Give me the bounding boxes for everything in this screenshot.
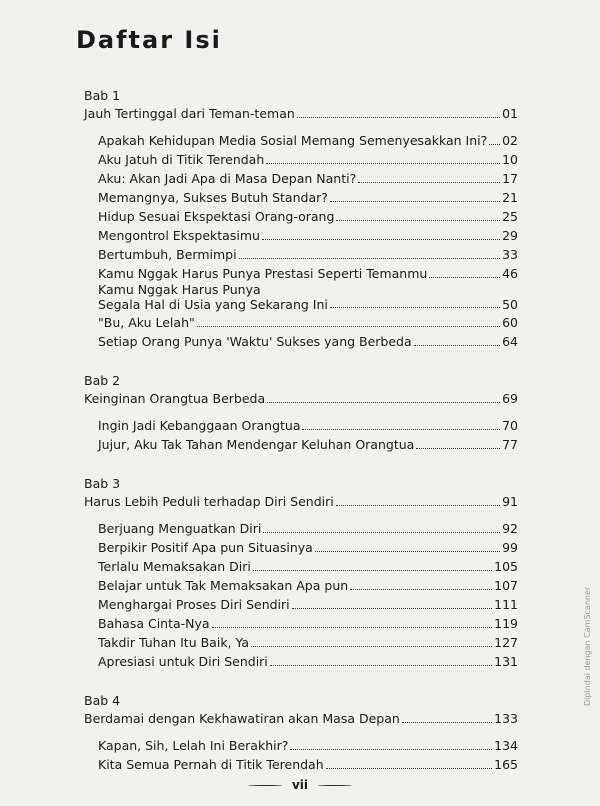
entry-title: Berpikir Positif Apa pun Situasinya — [98, 540, 313, 555]
toc-entry — [98, 755, 518, 774]
page-number: 01 — [502, 106, 518, 121]
entry-title: Memangnya, Sukses Butuh Standar? — [98, 190, 328, 205]
toc-entry — [98, 313, 518, 332]
entry-title-line2: Segala Hal di Usia yang Sekarang Ini — [98, 297, 328, 312]
entry-title: Apakah Kehidupan Media Sosial Memang Semenyesakkan Ini? — [98, 133, 488, 148]
dot-leader — [253, 570, 492, 571]
dot-leader — [429, 277, 500, 278]
entry-title: Menghargai Proses Diri Sendiri — [98, 597, 290, 612]
entry-title: Kita Semua Pernah di Titik Terendah — [98, 757, 324, 772]
page-number: 50 — [502, 297, 518, 312]
page-number: 127 — [494, 635, 518, 650]
chapter-1 — [84, 88, 518, 351]
dot-leader — [290, 749, 492, 750]
table-of-contents — [84, 88, 518, 774]
dot-leader — [239, 258, 501, 259]
entry-title: Berjuang Menguatkan Diri — [98, 521, 262, 536]
dot-leader — [267, 402, 500, 403]
chapter-title: Harus Lebih Peduli terhadap Diri Sendiri — [84, 494, 334, 509]
toc-entry — [98, 538, 518, 557]
swash-right — [318, 785, 352, 786]
page-number: 77 — [502, 437, 518, 452]
dot-leader — [302, 429, 500, 430]
entry-title-line1: Kamu Nggak Harus Punya — [98, 282, 261, 297]
dot-leader — [358, 182, 500, 183]
chapter-2 — [84, 373, 518, 454]
dot-leader — [197, 326, 500, 327]
page-number: 165 — [494, 757, 518, 772]
dot-leader — [336, 220, 500, 221]
chapter-4 — [84, 693, 518, 774]
page-number: 99 — [502, 540, 518, 555]
chapter-label: Bab 4 — [84, 693, 121, 708]
page-number: 25 — [502, 209, 518, 224]
chapter-title: Keinginan Orangtua Berbeda — [84, 391, 266, 406]
toc-entry — [98, 519, 518, 538]
page-number: 29 — [502, 228, 518, 243]
toc-entry — [98, 226, 518, 245]
page-number: 105 — [494, 559, 518, 574]
page-number: 91 — [502, 494, 518, 509]
dot-leader — [262, 239, 500, 240]
toc-entry — [98, 652, 518, 671]
entry-title: Bertumbuh, Bermimpi — [98, 247, 237, 262]
entry-title: Terlalu Memaksakan Diri — [98, 559, 251, 574]
entry-title: Aku Jatuh di Titik Terendah — [98, 152, 265, 167]
dot-leader — [489, 144, 500, 145]
toc-entry — [98, 633, 518, 652]
toc-entry — [98, 283, 518, 313]
dot-leader — [402, 722, 492, 723]
page-number: 92 — [502, 521, 518, 536]
entry-title: Kamu Nggak Harus Punya Prestasi Seperti Temanmu — [98, 266, 428, 281]
entry-title: Ingin Jadi Kebanggaan Orangtua — [98, 418, 301, 433]
dot-leader — [416, 448, 500, 449]
chapter-label: Bab 3 — [84, 476, 121, 491]
toc-entry — [98, 131, 518, 150]
dot-leader — [336, 505, 500, 506]
chapter-heading — [84, 389, 518, 408]
toc-entry — [98, 245, 518, 264]
chapter-label: Bab 2 — [84, 373, 121, 388]
toc-entry — [98, 207, 518, 226]
entry-title: Mengontrol Ekspektasimu — [98, 228, 260, 243]
dot-leader — [212, 627, 493, 628]
chapter-heading — [84, 104, 518, 123]
entry-title: Aku: Akan Jadi Apa di Masa Depan Nanti? — [98, 171, 357, 186]
scanner-watermark: Dipindai dengan CamScanner — [583, 586, 592, 706]
toc-entry — [98, 614, 518, 633]
toc-entry — [98, 416, 518, 435]
page-number: 33 — [502, 247, 518, 262]
toc-entry — [98, 736, 518, 755]
toc-entry — [98, 332, 518, 351]
page-number: 134 — [494, 738, 518, 753]
page-number: 17 — [502, 171, 518, 186]
toc-entry — [98, 435, 518, 454]
page-number: 131 — [494, 654, 518, 669]
page-footer — [0, 778, 600, 792]
toc-entry — [98, 557, 518, 576]
dot-leader — [414, 345, 500, 346]
dot-leader — [297, 117, 500, 118]
page-number: 133 — [494, 711, 518, 726]
swash-left — [248, 785, 282, 786]
dot-leader — [330, 201, 500, 202]
dot-leader — [350, 589, 492, 590]
chapter-label: Bab 1 — [84, 88, 121, 103]
entry-title: Takdir Tuhan Itu Baik, Ya — [98, 635, 250, 650]
dot-leader — [263, 532, 500, 533]
toc-entry — [98, 595, 518, 614]
entry-title: Bahasa Cinta-Nya — [98, 616, 210, 631]
page-title: Daftar Isi — [76, 26, 222, 54]
entry-title: Hidup Sesuai Ekspektasi Orang-orang — [98, 209, 335, 224]
entry-title: "Bu, Aku Lelah" — [98, 315, 195, 330]
dot-leader — [330, 307, 500, 308]
page-number: 107 — [494, 578, 518, 593]
page-number: 10 — [502, 152, 518, 167]
page-number: 111 — [494, 597, 518, 612]
entry-title: Kapan, Sih, Lelah Ini Berakhir? — [98, 738, 289, 753]
entry-title: Belajar untuk Tak Memaksakan Apa pun — [98, 578, 349, 593]
chapter-heading — [84, 709, 518, 728]
toc-entry — [98, 264, 518, 283]
page-number: 46 — [502, 266, 518, 281]
page-number: 69 — [502, 391, 518, 406]
toc-entry — [98, 169, 518, 188]
folio: vii — [291, 778, 309, 792]
dot-leader — [266, 163, 500, 164]
chapter-title: Berdamai dengan Kekhawatiran akan Masa Depan — [84, 711, 400, 726]
page-number: 21 — [502, 190, 518, 205]
chapter-title: Jauh Tertinggal dari Teman-teman — [84, 106, 295, 121]
page-number: 64 — [502, 334, 518, 349]
page-number: 70 — [502, 418, 518, 433]
page-number: 02 — [502, 133, 518, 148]
toc-entry — [98, 576, 518, 595]
chapter-3 — [84, 476, 518, 671]
dot-leader — [315, 551, 500, 552]
dot-leader — [251, 646, 492, 647]
entry-title: Setiap Orang Punya 'Waktu' Sukses yang Berbeda — [98, 334, 412, 349]
entry-title: Jujur, Aku Tak Tahan Mendengar Keluhan Orangtua — [98, 437, 415, 452]
dot-leader — [270, 665, 492, 666]
toc-entry — [98, 150, 518, 169]
page-number: 119 — [494, 616, 518, 631]
toc-entry — [98, 188, 518, 207]
page-number: 60 — [502, 315, 518, 330]
chapter-heading — [84, 492, 518, 511]
dot-leader — [326, 768, 493, 769]
dot-leader — [292, 608, 492, 609]
entry-title: Apresiasi untuk Diri Sendiri — [98, 654, 268, 669]
